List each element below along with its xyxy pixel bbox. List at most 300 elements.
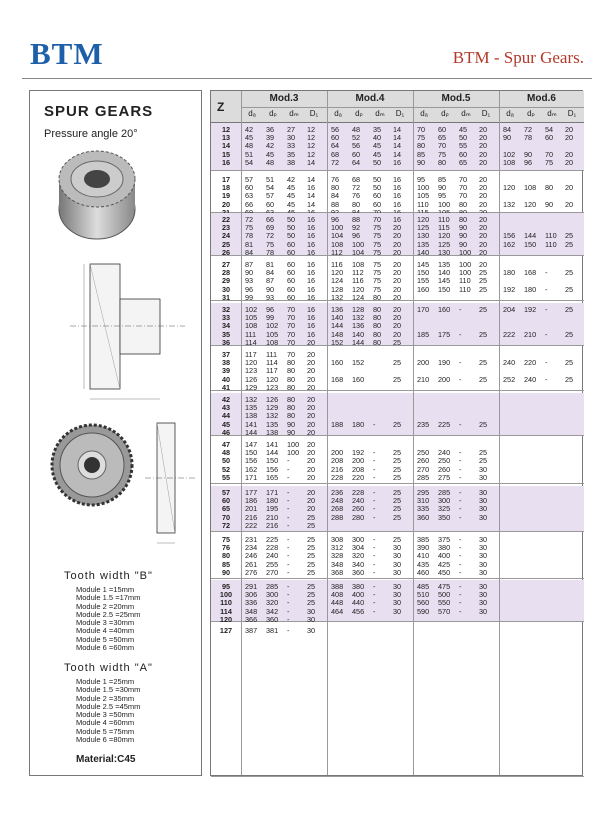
z-value: 41 [221,382,231,392]
m6-cells [499,176,579,217]
table-cell: 70 [545,149,554,159]
table-cell: 124 [331,276,344,286]
table-cell: 152 [331,337,344,347]
table-cell: 105 [417,191,430,201]
page-subtitle: BTM - Spur Gears. [452,48,584,67]
table-row [327,421,407,429]
table-row [327,339,407,347]
table-cell: 80 [373,313,382,323]
table-cell: 20 [479,191,488,201]
z-value: 55 [221,472,231,482]
table-cell: 90 [459,239,468,249]
table-row [499,561,579,569]
z-column-header: Z [217,100,225,114]
table-cell: 435 [417,559,430,569]
list-item: Module 3 =50mm [76,710,135,720]
z-values [211,441,241,482]
table-row [327,608,407,616]
table-cell: 160 [417,284,430,294]
table-cell: 25 [565,329,574,339]
table-row [499,286,579,294]
table-cell: 168 [331,374,344,384]
table-cell: 68 [352,175,361,184]
table-cell: 170 [417,305,430,314]
table-cell: 90 [545,199,554,209]
table-cell: 70 [287,313,296,323]
table-cell: 145 [417,260,430,269]
table-cell: 20 [307,337,316,347]
table-cell: 96 [524,157,533,167]
table-cell: - [459,488,462,497]
table-cell: - [459,374,462,384]
table-cell: 45 [245,133,254,143]
m6-cells [499,261,579,302]
z-value: 85 [221,559,231,569]
z-values [211,396,241,437]
table-cell: 285 [266,582,279,591]
subheader-3-2: dₘ [289,109,299,118]
tooth-width-a-heading: Tooth width "A" [64,662,153,674]
table-cell: - [459,551,462,561]
m4-cells [327,306,407,347]
table-cell: 100 [417,183,430,193]
table-cell: 90 [459,223,468,233]
m4-cells [327,536,407,577]
table-cell: - [287,456,290,466]
table-cell: 20 [393,239,402,249]
table-cell: 30 [479,496,488,506]
list-item: Module 3 =30mm [76,618,135,628]
table-cell: 105 [245,313,258,323]
m5-cells [413,261,493,302]
table-cell: - [459,472,462,482]
m3-cells [241,536,321,577]
table-cell: 222 [245,520,258,530]
table-cell: 25 [565,305,574,314]
z-value: 26 [221,247,231,257]
table-cell: - [459,419,462,429]
table-cell: 80 [287,366,296,376]
table-row [499,339,579,347]
subheader-4-2: dₘ [375,109,385,118]
m4-cells [327,126,407,167]
table-cell: 55 [459,141,468,151]
table-cell: 93 [245,276,254,286]
table-cell: 30 [479,551,488,561]
table-cell: 80 [287,382,296,392]
table-cell: 110 [459,276,471,286]
z-value: 31 [221,292,231,302]
z-value: 44 [221,411,231,421]
table-cell: - [287,488,290,497]
table-cell: - [287,520,290,530]
list-item: Module 1.5 =30mm [76,685,141,695]
z-value: 37 [221,350,231,359]
table-cell: 60 [287,247,296,257]
table-cell: 75 [373,284,382,294]
brand-logo: BTM [30,36,104,71]
table-cell: 70 [438,141,447,151]
table-cell: 236 [331,488,344,497]
table-cell: 20 [565,125,574,134]
table-cell: - [373,496,376,506]
table-row [413,421,493,429]
list-item: Module 6 =80mm [76,735,135,745]
table-cell: 180 [503,268,516,278]
spur-gear-photo [52,147,142,247]
table-cell: 126 [266,395,279,404]
table-row [499,216,579,224]
table-cell: 25 [565,374,574,384]
table-cell: 132 [266,411,279,421]
table-cell: - [373,582,376,591]
table-cell: 192 [524,305,537,314]
z-values [211,261,241,302]
m5-cells [413,489,493,530]
table-cell: 70 [287,350,296,359]
table-cell: 136 [331,305,344,314]
table-cell: 171 [266,488,279,497]
z-value: 43 [221,403,231,413]
table-cell: 70 [287,321,296,331]
table-cell: 16 [307,247,316,257]
table-cell: 99 [245,292,254,302]
z-value: 35 [221,329,231,339]
m3-cells [241,126,321,167]
table-cell: 96 [245,284,254,294]
table-cell: 185 [417,329,430,339]
table-cell: 60 [287,292,296,302]
table-cell: 116 [352,276,364,286]
table-cell: 20 [479,183,488,193]
table-cell: 25 [307,590,316,600]
table-cell: 25 [565,358,574,368]
table-row-group [211,173,584,213]
table-cell: 68 [331,149,340,159]
table-cell: 30 [393,551,402,561]
table-cell: 75 [373,276,382,286]
table-cell: 90 [245,268,254,278]
z-value: 15 [221,149,231,159]
z-value: 14 [221,141,231,151]
table-cell: 132 [352,313,365,323]
table-cell: 425 [438,559,451,569]
table-cell: 16 [307,183,316,193]
table-cell: 30 [479,512,488,522]
table-cell: 156 [266,464,279,474]
table-cell: 16 [307,292,316,302]
table-cell: 110 [545,239,557,249]
table-row [499,569,579,577]
table-row [499,552,579,560]
table-cell: 30 [479,464,488,474]
table-cell: 25 [393,504,402,514]
table-cell: 42 [266,141,275,151]
table-cell: 66 [266,215,275,224]
table-cell: 485 [417,582,430,591]
material-label: Material:C45 [76,754,136,765]
table-cell: 16 [307,313,316,323]
table-cell: - [459,329,462,339]
table-cell: 12 [307,141,316,151]
table-cell: 216 [245,512,258,522]
z-value: 22 [221,215,231,224]
table-row [413,159,493,167]
table-cell: 220 [524,358,537,368]
table-cell: 56 [352,141,361,151]
table-cell: 16 [307,268,316,278]
table-cell: 25 [393,337,402,347]
table-cell: 20 [393,276,402,286]
table-cell: 99 [266,313,275,323]
z-value: 16 [221,157,231,167]
table-cell: 440 [352,598,365,608]
table-cell: - [287,582,290,591]
table-cell: 80 [287,374,296,384]
list-item: Module 1 =15mm [76,585,135,594]
table-cell: - [287,606,290,616]
table-cell: 30 [393,590,402,600]
z-value: 60 [221,496,231,506]
table-cell: 155 [417,276,430,286]
table-cell: 140 [438,268,451,278]
m3-cells [241,396,321,437]
list-item: Module 4 =40mm [76,626,135,636]
table-cell: - [545,305,548,314]
table-cell: 80 [545,183,554,193]
subheader-6-2: dₘ [547,109,557,118]
z-value: 18 [221,183,231,193]
table-row [499,306,579,314]
table-cell: - [287,559,290,569]
table-cell: 20 [393,305,402,314]
table-cell: 81 [245,239,254,249]
m3-cells [241,627,321,635]
table-cell: 14 [393,133,402,143]
table-row [241,249,321,257]
z-value: 29 [221,276,231,286]
table-cell: 105 [266,329,279,339]
table-cell: 20 [393,329,402,339]
table-cell: 320 [266,598,279,608]
table-cell: 144 [524,231,537,241]
table-cell: 75 [373,260,382,269]
table-cell: 16 [307,215,316,224]
table-cell: 60 [287,284,296,294]
table-cell: 144 [266,448,279,458]
gear-drawing-hub [70,259,190,409]
table-cell: 60 [287,260,296,269]
table-cell: 125 [417,223,430,233]
table-cell: 180 [524,284,537,294]
panel-title: SPUR GEARS [44,103,154,120]
table-cell: 20 [479,141,488,151]
table-cell: 123 [245,366,258,376]
table-cell: 25 [479,456,488,466]
table-cell: 20 [307,350,316,359]
table-cell: 141 [266,440,279,449]
table-cell: 380 [352,582,365,591]
table-cell: 14 [307,175,316,184]
table-cell: 115 [438,223,450,233]
table-cell: 30 [479,559,488,569]
table-cell: 100 [287,440,300,449]
m4-cells [327,441,407,482]
table-cell: 201 [245,504,258,514]
table-cell: 225 [266,535,279,544]
table-cell: 75 [417,133,426,143]
table-cell: 33 [287,141,296,151]
table-cell: 70 [459,175,468,184]
table-row [241,159,321,167]
table-row [413,376,493,384]
table-cell: 63 [245,191,254,201]
table-cell: 368 [331,567,344,577]
column-divider [413,91,414,775]
table-row [499,627,579,635]
table-cell: 216 [331,464,344,474]
table-cell: - [459,582,462,591]
table-row [499,449,579,457]
m6-cells [499,536,579,577]
table-cell: 16 [393,157,402,167]
table-cell: 128 [352,305,365,314]
table-cell: 20 [565,157,574,167]
table-cell: 20 [307,403,316,413]
table-cell: - [545,329,548,339]
table-row [499,421,579,429]
table-row [327,384,407,392]
table-cell: 150 [438,284,451,294]
table-cell: 190 [438,358,451,368]
m6-cells [499,583,579,624]
table-cell: - [373,488,376,497]
z-value: 12 [221,125,231,134]
table-cell: 110 [545,231,557,241]
table-cell: 70 [373,215,382,224]
table-cell: 16 [307,260,316,269]
table-row [413,569,493,577]
table-cell: 84 [245,247,254,257]
table-cell: 240 [524,374,537,384]
table-cell: - [373,535,376,544]
table-cell: 30 [307,626,316,635]
table-cell: 108 [352,260,365,269]
table-cell: 120 [417,215,430,224]
table-cell: 450 [438,567,451,577]
table-cell: 16 [307,305,316,314]
table-cell: 148 [331,329,344,339]
table-cell: 336 [245,598,258,608]
table-row [499,591,579,599]
table-row [499,134,579,142]
table-cell: 87 [245,260,254,269]
table-cell: - [373,543,376,553]
table-row [413,404,493,412]
z-value: 127 [219,626,233,635]
table-cell: 335 [417,504,430,514]
table-cell: 30 [393,582,402,591]
table-cell: 25 [393,358,402,368]
m3-cells [241,216,321,257]
table-cell: 408 [331,590,344,600]
table-cell: 120 [352,284,365,294]
z-value: 90 [221,567,231,577]
table-cell: - [287,543,290,553]
table-cell: 25 [393,496,402,506]
table-cell: 48 [352,125,361,134]
table-cell: 20 [307,358,316,368]
z-value: 72 [221,520,231,530]
table-cell: 25 [479,276,488,286]
list-item: Module 5 =75mm [76,726,135,736]
table-row [499,201,579,209]
table-cell: 70 [459,183,468,193]
table-cell: 387 [245,626,258,635]
table-cell: 306 [245,590,258,600]
table-cell: 104 [352,247,365,257]
table-cell: 385 [417,535,430,544]
table-cell: - [459,504,462,514]
table-cell: 410 [417,551,430,561]
table-row [413,384,493,392]
table-cell: - [373,559,376,569]
table-cell: 66 [245,199,254,209]
table-cell: 20 [565,133,574,143]
table-cell: 16 [307,231,316,241]
table-cell: - [459,543,462,553]
table-cell: 240 [352,496,365,506]
table-cell: 51 [266,175,275,184]
table-cell: 108 [331,239,344,249]
table-cell: 20 [393,313,402,323]
table-cell: 84 [266,268,275,278]
list-item: Module 1.5 =17mm [76,593,141,603]
table-cell: 120 [331,268,344,278]
table-cell: 16 [393,175,402,184]
table-cell: 20 [565,199,574,209]
table-cell: - [545,268,548,278]
table-cell: 70 [287,337,296,347]
table-cell: - [373,598,376,608]
table-cell: 108 [503,157,516,167]
table-cell: 72 [352,183,361,193]
table-cell: 75 [373,239,382,249]
table-cell: 25 [479,419,488,429]
table-cell: 96 [331,215,340,224]
z-value: 27 [221,260,231,269]
table-cell: - [459,464,462,474]
table-row [499,241,579,249]
table-cell: 381 [266,626,279,635]
table-cell: 72 [331,157,340,167]
table-cell: 60 [287,276,296,286]
table-cell: 75 [266,239,275,249]
m4-cells [327,216,407,257]
z-value: 48 [221,448,231,458]
table-cell: 90 [417,157,426,167]
table-cell: 20 [479,223,488,233]
table-cell: 123 [266,382,279,392]
subheader-5-1: dₚ [441,109,449,118]
subheader-4-3: D₁ [395,109,405,118]
pressure-angle: Pressure angle 20° [44,128,138,140]
table-row [327,249,407,257]
table-cell: 180 [352,419,365,429]
table-cell: 195 [266,504,279,514]
table-cell: 30 [479,535,488,544]
subheader-5-0: dₐ [420,109,428,118]
